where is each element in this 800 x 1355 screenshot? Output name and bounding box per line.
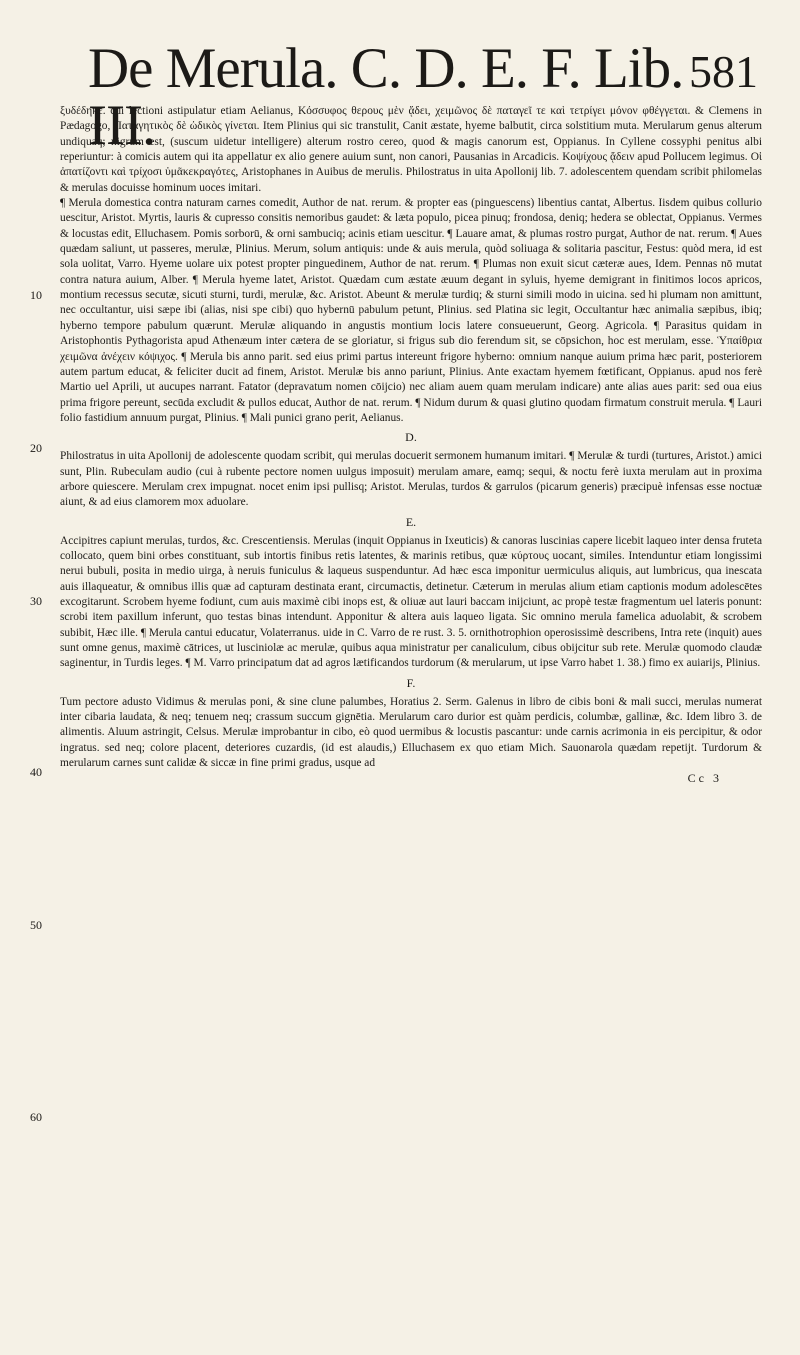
margin-line-number: 30 [30,594,42,608]
paragraph-f: Tum pectore adusto Vidimus & merulas poni, & sine clune palumbes, Horatius 2. Serm. Galenus in libro de cibis boni & mali succi, merulas numerat inter cibaria laudata, & neq; tenuem neq; crassum succum gignētia. Merularum caro durior est quàm perdicis, columbæ, gallinæ, &c. Idem libro 3. de alimentis. Aluum astringit, Celsus. Merulæ improbantur in cibo, eò quod uermibus & locustis pascantur: unde carnis acrimonia in eis percipitur, & odor ingratus. sed neq; colore placent, deteriores cuzardis, (id est alaudis,) Elluchasem ex quo etiam Mich. Sauonarola quædam repetijt. Turdorum & merularum carnes sunt calidæ & siccæ in fine primi gradus, usque ad [60,695,762,770]
folio-number: 581 [689,46,758,97]
margin-line-number: 20 [30,441,42,455]
section-letter-e: E. [405,514,417,529]
body-text [30,104,762,1124]
margin-line-number: 40 [30,765,42,779]
paragraph-c-continued: ξυδέδηκε. cui lectioni astipulatur etiam Aelianus, Κόσσυφος θερους μὲν ᾄδει, χειμῶνος δὲ παταγεῖ τε καὶ τετρίγει μόνον φθέγγεται. & Clemens in Pædagogo, Παταγητικὸς δὲ ὠδικὸς γίνεται. Item Plinius qui sic transtulit, Canit æstate, hyeme balbutit, circa solstitium muta. Merularum genus alterum undiquaq; nigrum est, (suscum uidetur intelligere) alterum rostro cereo, quod & magis canorum est, Oppianus. In Cyllene cossyphi penitus albi reperiuntur: à comicis autem qui ita appellatur ex alio genere auium sunt, non canori, Pausanias in Arcadicis. Κοψίχους ᾄδειν apud Pollucem legimus. Οἱ ἀπατίζοντι καὶ τρίχοσι ὑμᾶκεκραγότες, Aristophanes in Auibus de merulis. Philostratus in uita Apollonij lib. 7. adolescentem quendam scribit philomelas & merulas docuisse hominum uoces imitari. [60,105,762,194]
margin-line-number: 10 [30,288,42,302]
signature-catchword: Cc 3 [687,771,722,786]
paragraph-e: Accipitres capiunt merulas, turdos, &c. Crescentiensis. Merulas (inquit Oppianus in Ixeuticis) & canoras luscinias capere licebit laqueo inter densa fruteta collocato, quem bini orbes constituant, sub intortis finibus retis latentes, & marinis retibus, quæ κύρτους uocant, similes. Intenduntur etiam longissimi nerui bubuli, posita in medio uirga, à neruis funiculus & laqueus suspenduntur. Ad hæc esca imponitur uermiculus aliquis, aut lumbricus, qua inescata auis illaqueatur, & omnibus illis quæ ad capturam destinata erant, circumactis, detinetur. Cæterum in merulas alium etiam captionis modum adolescētes excogitarunt. Scrobem hyeme fodiunt, cum auis maximè cibi inops est, & oliuæ aut lauri baccam inijciunt, ac propè testæ fragmentum uel lateris ponunt: scrobi item paxillum inferunt, quo testas binas intendunt. Apponitur & altera auis laqueo ligata. Sic omnino merula famelica aduolabit, & scrobem subibit, Hæc ille. ¶ Merula cantui educatur, Volaterranus. uide in C. Varro de re rust. 3. 5. ornithotrophion operosissimè describens, Intra rete (inquit) aues sunt omne genus, maximè cātrices, ut lusciniolæ ac merulæ, quibus aqua ministratur per canaliculum, cibus obijcitur sub rete. Merulæ quomodo claudæ saginentur, in Turdis leges. ¶ M. Varro principatum dat ad agros lætificandos turdorum (& merularum, ut ipse Varro habet 1. 38.) fimo ex auiarijs, Plinius. [60,534,762,670]
section-letter-f: F. [406,675,416,690]
paragraph-d: Philostratus in uita Apollonij de adolescente quodam scribit, qui merulas docuerit sermonem humanum imitari. ¶ Merulæ & turdi (turtures, Aristot.) amici sunt, Plin. Rubeculam audio (cui à rubente pectore nomen uulgus imposuit) merulam amare, eamq; sequi, & noctu ferè iuxta merulam aut in proxima arbore quiescere. Merulam crex impugnat. nocet enim ipsi pullisq; Aristot. Merulas, turdos & garrulos (picarum generis) præcipuè infensas esse noctuæ aiunt, & ad eius clamorem mox aduolare. [60,450,762,509]
margin-line-number: 60 [30,1110,42,1124]
paragraph-c-habits: ¶ Merula domestica contra naturam carnes comedit, Author de nat. rerum. & propter eas (pinguescens) libentius cantat, Albertus. Iisdem quibus collurio uescitur, Aristot. Myrtis, lauris & cupresso consitis nemoribus gaudet: & læta populo, picea pinuq; frondosa, deniq; hedera se oblectat, Oppianus. Vermes & locustas edit, Elluchasem. Pomis sorborū, & orni sambuciq; acinis etiam uescitur. ¶ Lauare amat, & plumas rostro purgat, Author de nat. rerum. ¶ Aues quædam saliunt, ut passeres, merulæ, Plinius. Merum, solum antiquis: unde & auis merula, quòd soliuaga & solitaria pascitur, Festus: quòd mera, id est sola uolitat, Varro. Hyeme uolare uix potest propter pinguedinem, Author de nat. rerum. ¶ Plumas non exuit sicut cæteræ aues, Idem. Pennas nō mutat contra natura auium, Alber. ¶ Merula hyeme latet, Aristot. Quædam cum æstate æuum degant in syluis, hyeme demigrant in finitimos locos apricos, montium recessus secutæ, sicuti sturni, turdi, merulæ, &c. Aristot. Abeunt & merulæ turdiq; & sturni simili modo in uicina. sed hi plumam non amittunt, nec occultantur, uisi sæpe ibi (alias, nisi spe cibi) quo hybernū pabulum petunt, Plinius. sed Platina sic legit, Occultantur hæc animalia sæpibus, ibiq; hyberno tempore pabulum quærunt. Merulæ aliquando in angustis montium locis latere consueuerunt, Georg. Agricola. ¶ Parasitus quidam in Aristophontis Pythagorista apud Athenæum inter cætera de se gloriatur, si frigus sub dio ferendum sit, se cōpsichon, hoc est merulam, esse. Ὑπαίθρια χειμῶνα ἀνέχειν κόψιχος. ¶ Merula bis anno parit. sed eius primi partus intereunt frigore hyberno: omnium nanque auium prima hæc parit, posteriorem autem partum educat, & feliciter ducit ad finem, Aristot. Merulæ bis anno pariunt, Plinius. Ante exactam hyemem fœtificant, Oppianus. apud nos ferè Martio uel Aprili, ut aucupes narrant. Fatator (depravatum nomen cōijcio) nec aliam auem quam merulam indicare) ante alias aues parit: sed oua eius prima frigore pereunt, secūda excludit & pullos educat, Author de nat. rerum. ¶ Nidum durum & quasi glutino quodam firmatum construit merula. ¶ Lauri folio fastidium annuum purgat, Plinius. ¶ Mali punici grano perit, Aelianus. [60,197,762,424]
running-head: De Merula. C. D. E. F. Lib. III. [88,37,684,157]
section-letter-d: D. [405,430,417,445]
margin-line-number: 50 [30,918,42,932]
